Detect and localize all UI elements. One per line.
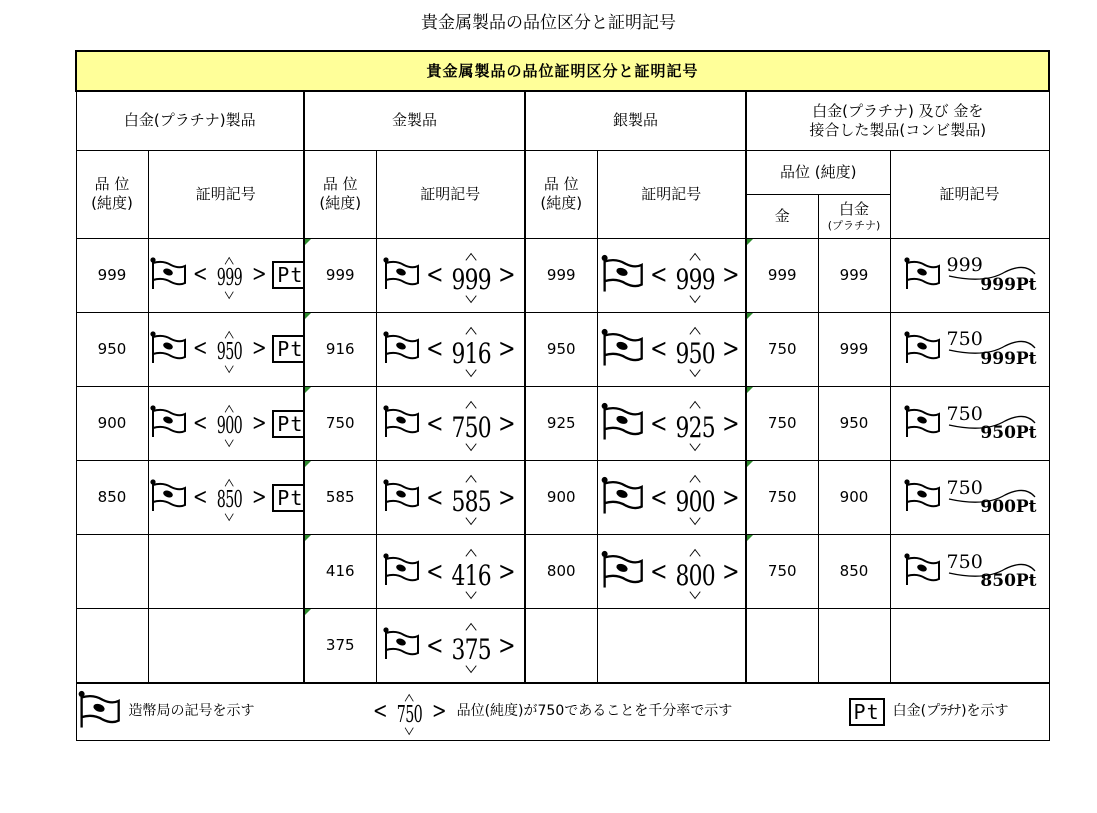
mark-header-gold: 証明記号 <box>376 150 525 238</box>
mint-flag-icon <box>382 404 420 443</box>
platinum-mark <box>148 386 304 460</box>
hallmark-number: 850 <box>217 480 242 515</box>
combo-mark <box>890 535 1049 609</box>
hallmark-icon: < 750 > <box>424 402 518 445</box>
combo-gold-purity: 750 <box>746 461 818 535</box>
legend-hallmark-text: 品位(純度)が750であることを千分率で示す <box>456 703 733 720</box>
gold-mark <box>376 609 525 683</box>
combo-platinum-purity: 999 <box>818 312 890 386</box>
purity-header-line2: (純度) <box>319 194 362 213</box>
hallmark-icon: < 925 > <box>648 402 742 445</box>
combo-hallmark <box>945 403 1037 445</box>
mint-flag-icon <box>903 404 941 443</box>
hallmark-icon: < 375 > <box>424 624 518 667</box>
hallmark-icon: < 750 > <box>371 695 449 730</box>
platinum-purity: 850 <box>76 461 148 535</box>
hallmark-number: 950 <box>676 328 715 371</box>
hallmark-icon: < 585 > <box>424 476 518 519</box>
combo-hallmark <box>945 551 1037 593</box>
combo-mark-top: 750 <box>946 328 983 351</box>
combo-mark-bottom: 950Pt <box>980 423 1037 444</box>
platinum-mark <box>148 461 304 535</box>
combo-gold-purity: 999 <box>746 238 818 312</box>
combo-mark-top: 750 <box>946 402 983 425</box>
silver-mark <box>597 461 746 535</box>
gold-mark <box>376 312 525 386</box>
combo-mark-bottom: 900Pt <box>980 497 1037 518</box>
table-row <box>76 312 1049 386</box>
hallmark-number: 916 <box>452 328 491 371</box>
silver-mark <box>597 386 746 460</box>
hallmark-icon: < 950 > <box>191 332 269 367</box>
empty-cell <box>148 535 304 609</box>
combo-mark <box>890 238 1049 312</box>
table-row <box>76 386 1049 460</box>
hallmark-icon: < 900 > <box>191 406 269 441</box>
combo-platinum-purity: 950 <box>818 386 890 460</box>
mint-flag-icon <box>149 330 187 369</box>
purity-header-gold <box>304 150 376 238</box>
hallmark-icon: < 999 > <box>191 258 269 293</box>
mint-flag-icon <box>382 478 420 517</box>
combo-gold-purity: 750 <box>746 312 818 386</box>
hallmark-number: 585 <box>452 476 491 519</box>
platinum-purity: 999 <box>76 238 148 312</box>
mint-flag-icon <box>903 478 941 517</box>
category-platinum: 白金(プラチナ)製品 <box>76 91 304 150</box>
mint-flag-icon <box>382 330 420 369</box>
silver-purity: 999 <box>525 238 597 312</box>
gold-mark <box>376 535 525 609</box>
hallmark-number: 999 <box>452 254 491 297</box>
hallmark-number: 750 <box>452 402 491 445</box>
hallmark-number: 750 <box>397 695 422 730</box>
combo-platinum-purity: 999 <box>818 238 890 312</box>
pt-box-icon: Pt <box>272 335 304 363</box>
combo-hallmark <box>945 254 1037 296</box>
mint-flag-icon <box>382 256 420 295</box>
legend-flag-text: 造幣局の記号を示す <box>128 703 255 720</box>
mint-flag-icon <box>600 401 644 446</box>
legend-pt-text: 白金(プﾗﾁﾅ)を示す <box>892 703 1009 720</box>
mint-flag-icon <box>600 549 644 594</box>
mint-flag-icon <box>903 330 941 369</box>
mint-flag-icon <box>600 475 644 520</box>
hallmark-icon: < 850 > <box>191 480 269 515</box>
pt-box-icon: Pt <box>849 698 885 726</box>
empty-cell <box>76 535 148 609</box>
category-combo <box>746 91 1049 150</box>
purity-header-line2: (純度) <box>91 194 133 213</box>
category-combo-line2: 接合した製品(コンビ製品) <box>809 120 987 139</box>
gold-purity: 585 <box>304 461 376 535</box>
hallmark-icon: < 416 > <box>424 550 518 593</box>
silver-purity: 800 <box>525 535 597 609</box>
mint-flag-icon <box>382 552 420 591</box>
platinum-purity: 900 <box>76 386 148 460</box>
combo-mark-bottom: 850Pt <box>980 571 1037 592</box>
purity-header-line2: (純度) <box>540 194 583 213</box>
hallmark-icon: < 900 > <box>648 476 742 519</box>
mint-flag-icon <box>600 253 644 298</box>
silver-purity: 900 <box>525 461 597 535</box>
mint-flag-icon <box>149 404 187 443</box>
purity-header-line1: 品 位 <box>543 175 579 194</box>
hallmark-icon: < 916 > <box>424 328 518 371</box>
combo-gold-purity: 750 <box>746 386 818 460</box>
legend-hallmark <box>371 695 732 730</box>
platinum-mark <box>148 312 304 386</box>
silver-purity: 950 <box>525 312 597 386</box>
mint-flag-icon <box>903 552 941 591</box>
table-row <box>76 609 1049 683</box>
category-silver: 銀製品 <box>525 91 746 150</box>
hallmark-number: 900 <box>217 406 242 441</box>
hallmark-table <box>75 50 1050 741</box>
mint-flag-icon <box>77 689 121 735</box>
combo-mark <box>890 461 1049 535</box>
combo-platinum-header <box>818 194 890 238</box>
category-gold: 金製品 <box>304 91 525 150</box>
combo-mark-bottom: 999Pt <box>980 349 1037 370</box>
platinum-mark <box>148 238 304 312</box>
hallmark-icon: < 800 > <box>648 550 742 593</box>
legend <box>76 683 1049 741</box>
purity-header-platinum <box>76 150 148 238</box>
combo-hallmark <box>945 477 1037 519</box>
combo-platinum-purity: 850 <box>818 535 890 609</box>
empty-cell <box>525 609 597 683</box>
hallmark-number: 416 <box>452 550 491 593</box>
purity-header-line1: 品 位 <box>94 175 130 194</box>
hallmark-number: 950 <box>217 332 242 367</box>
combo-hallmark <box>945 328 1037 370</box>
hallmark-number: 999 <box>676 254 715 297</box>
hallmark-number: 999 <box>217 258 242 293</box>
page-title: 貴金属製品の品位区分と証明記号 <box>421 13 676 33</box>
purity-header-combo: 品位 (純度) <box>746 150 890 194</box>
empty-cell <box>746 609 818 683</box>
mint-flag-icon <box>382 626 420 665</box>
pt-box-icon: Pt <box>272 410 304 438</box>
combo-mark-bottom: 999Pt <box>980 275 1037 296</box>
legend-flag <box>77 689 255 735</box>
hallmark-number: 900 <box>676 476 715 519</box>
gold-purity: 416 <box>304 535 376 609</box>
banner-title: 貴金属製品の品位証明区分と証明記号 <box>76 51 1049 91</box>
gold-purity: 916 <box>304 312 376 386</box>
empty-cell <box>597 609 746 683</box>
purity-header-line1: 品 位 <box>322 175 358 194</box>
legend-pt <box>849 698 1009 726</box>
hallmark-icon: < 950 > <box>648 328 742 371</box>
hallmark-number: 925 <box>676 402 715 445</box>
gold-purity: 375 <box>304 609 376 683</box>
hallmark-icon: < 999 > <box>424 254 518 297</box>
combo-platinum-header-line2: (プラチナ) <box>827 218 881 232</box>
combo-mark-top: 999 <box>946 254 983 277</box>
category-combo-line1: 白金(プラチナ) 及び 金を <box>812 102 984 121</box>
hallmark-number: 800 <box>676 550 715 593</box>
combo-gold-purity: 750 <box>746 535 818 609</box>
hallmark-number: 375 <box>452 624 491 667</box>
combo-mark-top: 750 <box>946 476 983 499</box>
purity-header-silver <box>525 150 597 238</box>
hallmark-icon: < 999 > <box>648 254 742 297</box>
combo-mark <box>890 312 1049 386</box>
mark-header-combo: 証明記号 <box>890 150 1049 238</box>
gold-mark <box>376 238 525 312</box>
combo-platinum-header-line1: 白金 <box>838 199 869 218</box>
combo-mark <box>890 386 1049 460</box>
empty-cell <box>890 609 1049 683</box>
mark-header-silver: 証明記号 <box>597 150 746 238</box>
mint-flag-icon <box>903 256 941 295</box>
combo-gold-header: 金 <box>746 194 818 238</box>
gold-purity: 999 <box>304 238 376 312</box>
empty-cell <box>76 609 148 683</box>
silver-mark <box>597 535 746 609</box>
gold-purity: 750 <box>304 386 376 460</box>
silver-mark <box>597 312 746 386</box>
pt-box-icon: Pt <box>272 484 304 512</box>
mint-flag-icon <box>149 256 187 295</box>
mark-header-platinum: 証明記号 <box>148 150 304 238</box>
empty-cell <box>148 609 304 683</box>
platinum-purity: 950 <box>76 312 148 386</box>
silver-purity: 925 <box>525 386 597 460</box>
pt-box-icon: Pt <box>272 261 304 289</box>
combo-mark-top: 750 <box>946 550 983 573</box>
table-row <box>76 461 1049 535</box>
gold-mark <box>376 461 525 535</box>
silver-mark <box>597 238 746 312</box>
mint-flag-icon <box>600 327 644 372</box>
table-row <box>76 535 1049 609</box>
gold-mark <box>376 386 525 460</box>
empty-cell <box>818 609 890 683</box>
mint-flag-icon <box>149 478 187 517</box>
table-row <box>76 238 1049 312</box>
combo-platinum-purity: 900 <box>818 461 890 535</box>
